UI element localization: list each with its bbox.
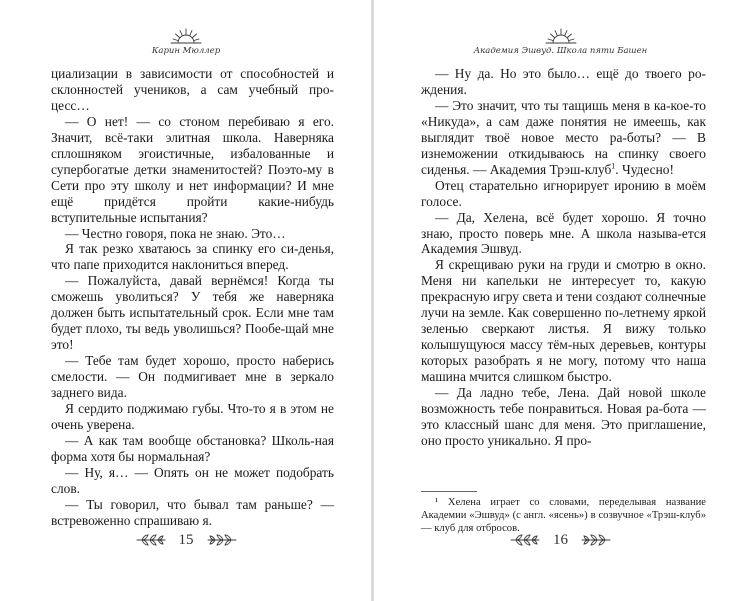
paragraph: — А как там вообще обстановка? Школь-ная форма хотя бы нормальная?: [51, 432, 334, 464]
right-page: [374, 0, 747, 601]
paragraph: — Ты говорил, что бывал там раньше? — встревоженно спрашиваю я.: [51, 496, 334, 528]
running-head-author: Карин Мюллер: [151, 46, 221, 56]
paragraph: Я скрещиваю руки на груди и смотрю в окно. Меня ни капельки не интересует то, какую прекрасную игру света и тени создают солнечные лучи на земле. Как совершенно по-летнему яркой зеленью сверкают листья. Я вижу только колышущуюся массу тём-ных деревьев, контуры которых разобрать я не могу, потому что наша машина мчится слишком быстро.: [421, 257, 706, 385]
footnote: ¹ Хелена играет со словами, переделывая название Академии «Эшвуд» (с англ. «ясень») в созвучное «Трэш-клуб» — клуб для отбросов.: [421, 497, 706, 534]
paragraph: Отец старательно игнорирует иронию в моём голосе.: [421, 177, 706, 209]
running-head-title: Академия Эшвуд. Школа пяти Башен: [473, 46, 648, 56]
paragraph: — Ну да. Но это было… ещё до твоего ро-ждения.: [421, 66, 706, 97]
right-body-text: [421, 66, 706, 449]
right-page-header: [374, 28, 747, 68]
paragraph: — Ну, я… — Опять он не может подобрать слов.: [51, 464, 334, 496]
laurel-sprig-icon: [580, 533, 612, 547]
paragraph: — Да ладно тебе, Лена. Дай новой школе возможность тебе понравиться. Новая ра-бота — это классный шанс для меня. Это приглашение, оно просто уникально. Я про-: [421, 385, 706, 448]
sunburst-ornament-icon: [168, 28, 204, 44]
laurel-sprig-icon: [206, 533, 238, 547]
laurel-sprig-icon: [509, 533, 541, 547]
paragraph: — Тебе там будет хорошо, просто наберись смелости. — Он подмигивает мне в зеркало заднего вида.: [51, 353, 334, 401]
left-page: [0, 0, 372, 601]
paragraph: — Пожалуйста, давай вернёмся! Когда ты сможешь уволиться? У тебя же наверняка должен быть испытательный срок. Если мне там будет плохо, ты ведь уволишься? Пообе-щай мне это!: [51, 273, 334, 353]
paragraph: — Да, Хелена, всё будет хорошо. Я точно знаю, просто поверь мне. А школа называ-ется Академия Эшвуд.: [421, 209, 706, 257]
laurel-sprig-icon: [135, 533, 167, 547]
page-number: 15: [178, 531, 194, 548]
paragraph-text: — Это значит, что ты тащишь меня в ка-кое-то «Никуда», а сам даже понятия не имеешь, как выглядит твоё новое место ра-боты? — В изнеможении откидываюсь на спинку своего сиденья. — Академия Трэш-клуб: [421, 97, 706, 177]
paragraph: — Честно говоря, пока не знаю. Это…: [65, 225, 286, 241]
footnote-rule: [421, 491, 477, 492]
sunburst-ornament-icon: [543, 28, 579, 44]
footnote-reference: 1: [611, 161, 616, 171]
left-page-header: [0, 28, 372, 68]
paragraph: Я сердито поджимаю губы. Что-то я в этом не очень уверена.: [51, 401, 334, 432]
paragraph: Я так резко хватаюсь за спинку его си-денья, что папе приходится наклониться вперед.: [51, 241, 334, 273]
left-folio: [0, 531, 372, 555]
left-body-text: [51, 66, 334, 529]
paragraph-text: . Чудесно!: [615, 161, 674, 177]
paragraph: [421, 98, 706, 178]
paragraph: — О нет! — со стоном перебиваю я его. Значит, всё-таки элитная школа. Наверняка сплошняком эгоистичные, избалованные и супербогатые детки знаменитостей? Поэто-му в Сети про эту школу и нет информации? И мне ещё придётся пройти какие-нибудь вступительные испытания?: [51, 113, 334, 225]
paragraph: циализации в зависимости от способностей и склонностей учеников, а сам учебный про-цесс…: [51, 66, 334, 113]
right-folio: [374, 531, 747, 555]
page-number: 16: [553, 531, 568, 548]
